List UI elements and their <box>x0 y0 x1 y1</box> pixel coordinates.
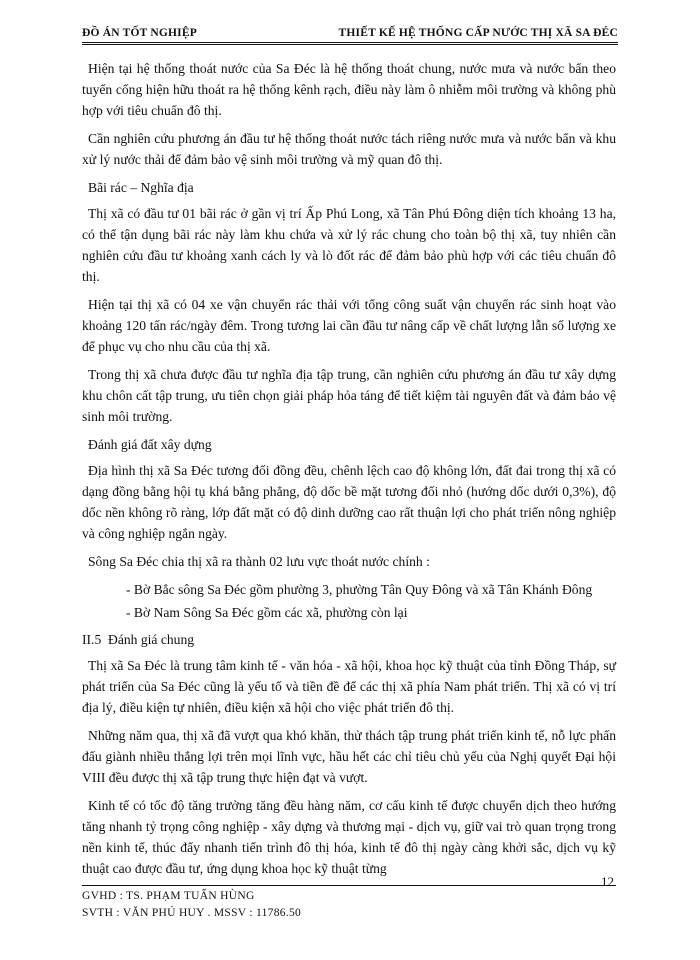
paragraph: Trong thị xã chưa được đầu tư nghĩa địa tập trung, cần nghiên cứu phương án đầu tư xây dựng khu chôn cất tập trung, ưu tiên chọn giải pháp hỏa táng để tiết kiệm tài nguyên đất và đảm bảo vệ sinh môi trường. <box>82 367 616 424</box>
subheading-landfill-cemetery: Bãi rác – Nghĩa địa <box>88 180 194 195</box>
page-header <box>82 27 618 45</box>
section-title: Đánh giá chung <box>108 632 195 647</box>
bullet-item: - Bờ Nam Sông Sa Đéc gồm các xã, phường còn lại <box>126 605 408 620</box>
header-left-title: ĐỒ ÁN TỐT NGHIỆP <box>82 27 197 39</box>
paragraph: Địa hình thị xã Sa Đéc tương đối đồng đều, chênh lệch cao độ không lớn, đất đai trong thị xã có dạng đồng bằng hội tụ khá bằng phẳng, độ dốc bề mặt tương đối nhỏ (hướng dốc dưới 0,3%), độ dốc nền không rõ ràng, lớp đất mặt có độ dinh dưỡng cao rất thuận lợi cho phát triển nông nghiệp và công nghiệp ngắn ngày. <box>82 463 616 541</box>
paragraph: Thị xã có đầu tư 01 bãi rác ở gần vị trí Ấp Phú Long, xã Tân Phú Đông diện tích khoảng 13 ha, có thể tận dụng bãi rác này làm khu chứa và xử lý rác chung cho toàn bộ thị xã, tuy nhiên cần nghiên cứu đầu tư khoảng xanh cách ly và lò đốt rác để đảm bảo phù hợp với các tiêu chuẩn đô thị. <box>82 206 616 284</box>
paragraph: Cần nghiên cứu phương án đầu tư hệ thống thoát nước tách riêng nước mưa và nước bẩn và khu xử lý nước thải để đảm bảo vệ sinh môi trường và mỹ quan đô thị. <box>82 131 616 167</box>
paragraph: Sông Sa Đéc chia thị xã ra thành 02 lưu vực thoát nước chính : <box>88 554 430 569</box>
paragraph: Những năm qua, thị xã đã vượt qua khó khăn, thử thách tập trung phát triển kinh tế, nỗ lực phấn đấu giành nhiều thắng lợi trên mọi lĩnh vực, hầu hết các chỉ tiêu chủ yếu của Nghị quyết Đại hội VIII đều được thị xã tập trung thực hiện đạt và vượt. <box>82 728 616 785</box>
paragraph: Thị xã Sa Đéc là trung tâm kinh tế - văn hóa - xã hội, khoa học kỹ thuật của tỉnh Đồng Tháp, sự phát triển của Sa Đéc cũng là yếu tố và tiền đề để các thị xã phía Nam phát triển. Thị xã có vị trí địa lý, điều kiện tự nhiên, điều kiện xã hội cho việc phát triển đô thị. <box>82 658 616 715</box>
section-heading <box>82 629 616 650</box>
footer-advisor: GVHD : TS. PHẠM TUẤN HÙNG <box>82 890 255 902</box>
document-body <box>82 58 616 886</box>
paragraph: Kinh tế có tốc độ tăng trưởng tăng đều hàng năm, cơ cấu kinh tế được chuyển dịch theo hướng tăng nhanh tỷ trọng công nghiệp - xây dựng và thương mại - dịch vụ, giữ vai trò quan trọng trong nền kinh tế, thúc đẩy nhanh tiến trình đô thị hóa, kinh tế đô thị ngày càng khởi sắc, dịch vụ kỹ thuật cao được đầu tư, ứng dụng khoa học kỹ thuật từng <box>82 798 616 876</box>
section-number: II.5 <box>82 632 102 647</box>
footer-divider <box>82 885 616 886</box>
paragraph: Hiện tại thị xã có 04 xe vận chuyển rác thải với tổng công suất vận chuyển rác sinh hoạt vào khoảng 120 tấn rác/ngày đêm. Trong tương lai cần đầu tư nâng cấp về chất lượng lẫn số lượng xe để phục vụ cho nhu cầu của thị xã. <box>82 297 616 354</box>
bullet-item: - Bờ Bắc sông Sa Đéc gồm phường 3, phường Tân Quy Đông và xã Tân Khánh Đông <box>126 582 593 597</box>
footer-student: SVTH : VĂN PHÚ HUY . MSSV : 11786.50 <box>82 907 302 919</box>
page-number: 12 <box>601 874 614 889</box>
subheading-land-assessment: Đánh giá đất xây dựng <box>88 437 212 452</box>
page-footer <box>82 888 301 922</box>
header-right-title: THIẾT KẾ HỆ THỐNG CẤP NƯỚC THỊ XÃ SA ĐÉC <box>338 27 618 39</box>
paragraph: Hiện tại hệ thống thoát nước của Sa Đéc là hệ thống thoát chung, nước mưa và nước bẩn theo tuyến cống hiện hữu thoát ra hệ thống kênh rạch, điều này làm ô nhiễm môi trường và không phù hợp với tiêu chuẩn đô thị. <box>82 61 616 118</box>
